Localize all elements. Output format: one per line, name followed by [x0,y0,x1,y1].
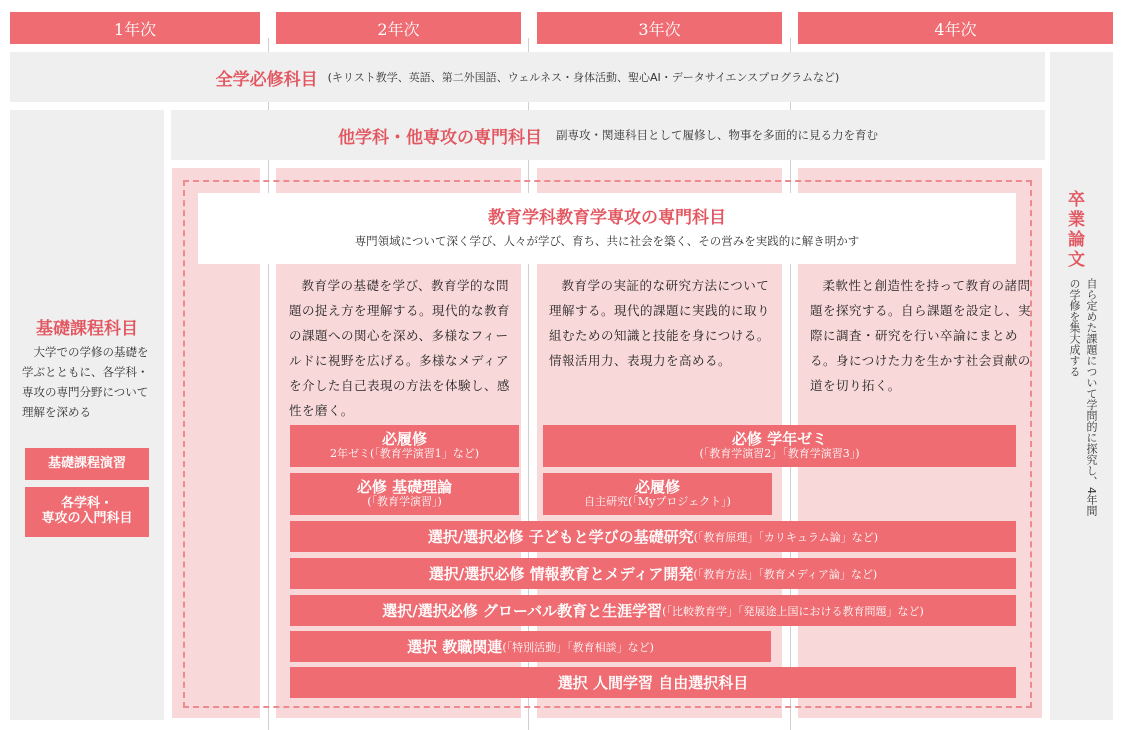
required-seminar-sub: 2年ゼミ(「教育学演習1」など) [329,447,480,461]
elective-media-title: 選択/選択必修 情報教育とメディア開発 [428,565,694,583]
elective-child-learning-note: (「教育原理」「カリキュラム論」など) [693,530,879,544]
elective-teaching-note: (「特別活動」「教育相談」など) [502,640,654,654]
specialty-note: 専門領域について深く学び、人々が学び、育ち、共に社会を築く、その営みを実践的に解き明かす [354,234,860,249]
elective-free-bar [290,667,1016,698]
elective-media-note: (「教育方法」「教育メディア論」など) [693,567,878,581]
year-seminar-box [543,425,1016,467]
intro-courses-box [25,487,149,537]
other-department-note: 副専攻・関連科目として履修し、物事を多面的に見る力を育む [556,128,878,142]
year-4-header: 4年次 [798,12,1113,44]
year-2-header: 2年次 [276,12,521,44]
independent-research-title: 必履修 [634,478,680,497]
required-seminar-title: 必履修 [381,430,427,449]
common-required-title: 全学必修科目 [215,69,318,90]
intro-courses-line2: 専攻の入門科目 [41,511,133,526]
foundation-title: 基礎課程科目 [36,319,138,339]
elective-media-bar [290,558,1016,589]
elective-child-learning-bar [290,521,1016,552]
elective-global-bar [290,595,1016,626]
thesis-note: 自ら定めた課題について学問的に探究し、4年間の学修を集大成する [1068,278,1098,516]
required-theory-sub: (「教育学演習」) [367,495,442,509]
common-required-band [10,52,1045,102]
foundation-seminar-label: 基礎課程演習 [47,455,126,471]
year-3-description: 教育学の実証的な研究方法について理解する。現代的課題に実践的に取り組むための知識と技能を身につける。情報活用力、表現力を高める。 [549,278,771,368]
elective-teaching-bar [290,631,771,662]
year-2-description: 教育学の基礎を学び、教育学的な問題の捉え方を理解する。現代的な教育の課題への関心を深め、多様なフィールドに視野を広げる。多様なメディアを介した自己表現の方法を体験し、感性を磨く。 [289,278,511,418]
year-4-description: 柔軟性と創造性を持って教育の諸問題を探究する。自ら課題を設定し、実際に調査・研究を行い卒論にまとめる。身につけた力を生かす社会貢献の道を切り拓く。 [810,278,1032,393]
year-seminar-sub: (「教育学演習2」「教育学演習3」) [699,447,860,461]
common-required-note: (キリスト教学、英語、第二外国語、ウェルネス・身体活動、聖心AI・データサイエンスプログラムなど) [327,71,840,84]
independent-research-box [543,473,772,515]
other-department-band [171,110,1045,160]
year-1-header: 1年次 [10,12,260,44]
year-3-header: 3年次 [537,12,782,44]
required-seminar-box [290,425,519,467]
required-theory-box [290,473,519,515]
independent-research-sub: 自主研究(「Myプロジェクト」) [584,495,731,509]
elective-global-note: (「比較教育学」「発展途上国における教育問題」など) [662,604,924,618]
intro-courses-line1: 各学科・ [60,496,113,512]
elective-child-learning-title: 選択/選択必修 子どもと学びの基礎研究 [427,528,694,546]
thesis-title: 卒業論文 [1064,190,1084,270]
elective-free-title: 選択 人間学習 自由選択科目 [557,674,749,692]
other-department-title: 他学科・他専攻の専門科目 [338,127,542,148]
foundation-seminar-box [25,448,149,480]
foundation-description: 大学での学修の基礎を学ぶとともに、各学科・専攻の専門分野について理解を深める [22,345,149,419]
year-seminar-title: 必修 学年ゼミ [731,430,828,449]
specialty-header-box [198,193,1016,264]
specialty-title: 教育学科教育学専攻の専門科目 [488,207,726,228]
elective-global-title: 選択/選択必修 グローバル教育と生涯学習 [382,602,663,620]
elective-teaching-title: 選択 教職関連 [407,638,503,656]
required-theory-title: 必修 基礎理論 [356,478,453,497]
